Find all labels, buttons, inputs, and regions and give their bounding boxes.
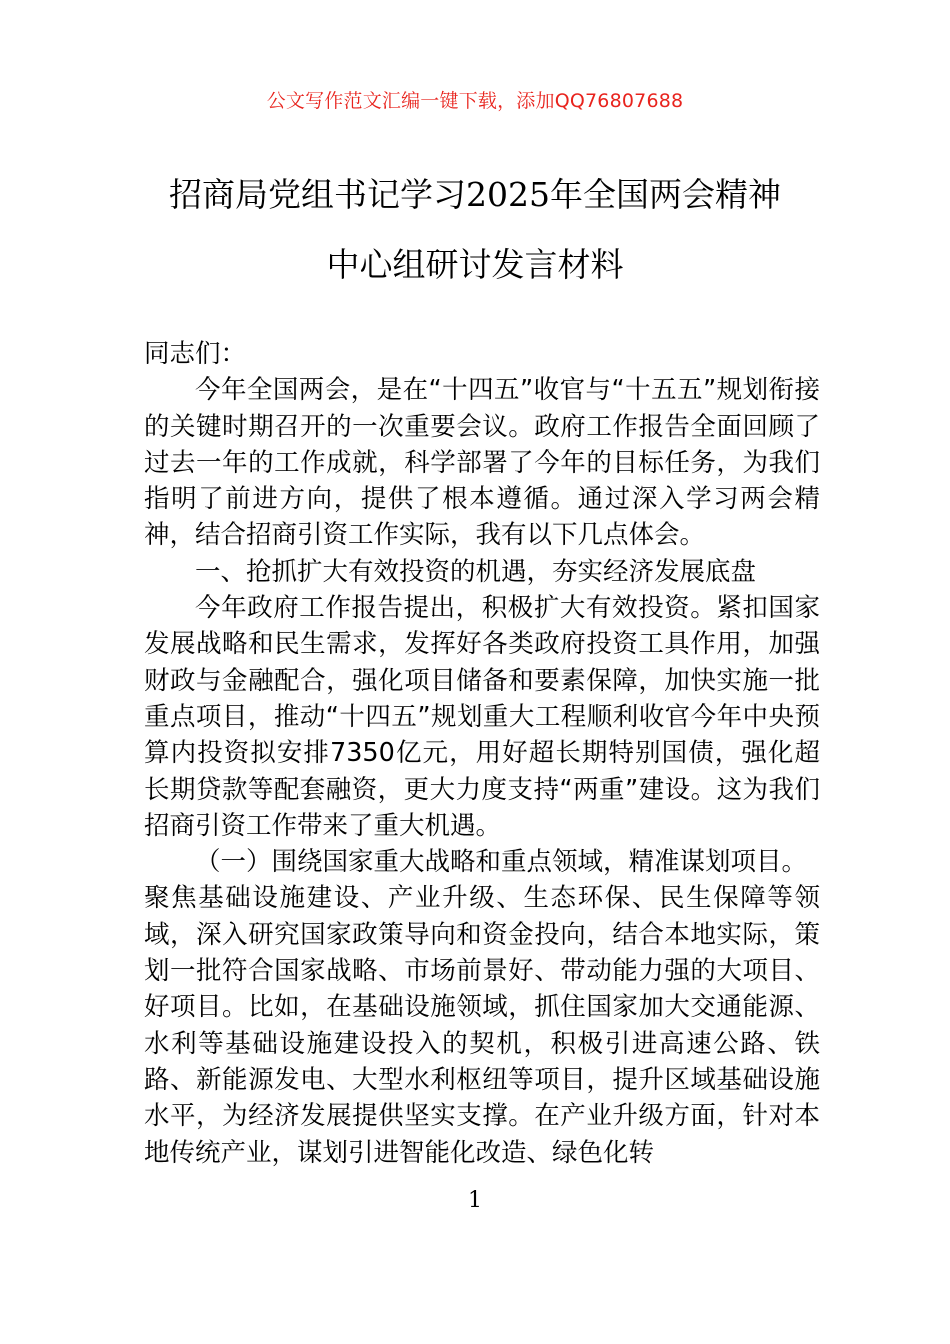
page-number: 1 — [468, 1188, 482, 1213]
section-heading-1: 一、抢抓扩大有效投资的机遇，夯实经济发展底盘 — [195, 556, 757, 587]
salutation: 同志们： — [144, 339, 247, 369]
section-1-paragraph: 今年政府工作报告提出，积极扩大有效投资。紧扣国家发展战略和民生需求，发挥好各类政府投资工具作用，加强财政与金融配合，强化项目储备和要素保障，加快实施一批重点项目，推动“十四五”规划重大工程顺利收官今年中央预算内投资拟安排7350亿元，用好超长期特别国债，强化超长期贷款等配套融资，更大力度支持“两重”建设。这为我们招商引资工作带来了重大机遇。 — [144, 593, 820, 841]
intro-paragraph: 今年全国两会，是在“十四五”收官与“十五五”规划衔接的关键时期召开的一次重要会议。政府工作报告全面回顾了过去一年的工作成就，科学部署了今年的目标任务，为我们指明了前进方向，提供了根本遵循。通过深入学习两会精神，结合招商引资工作实际，我有以下几点体会。 — [144, 375, 820, 551]
document-title-line-2: 中心组研讨发言材料 — [326, 245, 624, 284]
promo-banner: 公文写作范文汇编一键下载，添加QQ76807688 — [266, 90, 684, 112]
document-title-line-1: 招商局党组书记学习2025年全国两会精神 — [169, 175, 781, 214]
document-body — [144, 336, 820, 1171]
sub-section-1-paragraph: 聚焦基础设施建设、产业升级、生态环保、民生保障等领域，深入研究国家政策导向和资金投向，结合本地实际，策划一批符合国家战略、市场前景好、带动能力强的大项目、好项目。比如，在基础设施领域，抓住国家加大交通能源、水利等基础设施建设投入的契机，积极引进高速公路、铁路、新能源发电、大型水利枢纽等项目，提升区域基础设施水平，为经济发展提供坚实支撑。在产业升级方面，针对本地传统产业，谋划引进智能化改造、绿色化转 — [144, 883, 820, 1168]
sub-heading-1: （一）围绕国家重大战略和重点领域，精准谋划项目。 — [195, 847, 808, 878]
